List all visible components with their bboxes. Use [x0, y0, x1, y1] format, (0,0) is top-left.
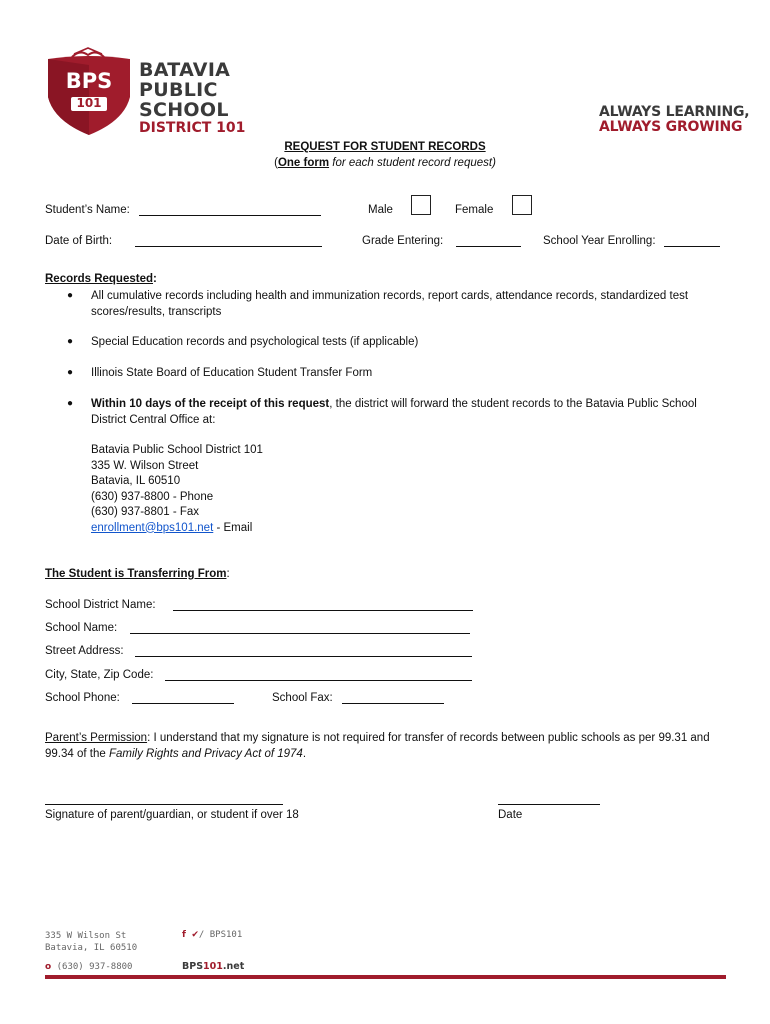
email-link[interactable]: enrollment@bps101.net [91, 521, 214, 534]
footer-rule [45, 975, 726, 979]
grade-label: Grade Entering: [362, 235, 444, 247]
street-address-field[interactable] [135, 656, 472, 657]
transfer-heading-text: The Student is Transferring From [45, 568, 227, 580]
transfer-heading [45, 568, 230, 580]
school-phone-field[interactable] [132, 703, 234, 704]
district-address [91, 443, 263, 536]
female-checkbox[interactable] [512, 195, 532, 215]
social-handle: / BPS101 [198, 930, 243, 940]
bullet-item-1: All cumulative records including health and immunization records, report cards, attendance records, standardized test scores/results, transcripts [91, 290, 689, 318]
permission-text: : I understand that my signature is not required for transfer of records between public schools as per 99.31 and 99.34 of the [45, 732, 710, 760]
female-label: Female [455, 204, 494, 216]
form-title: REQUEST FOR STUDENT RECORDS [284, 141, 486, 153]
school-year-field[interactable] [664, 246, 720, 247]
bullet-dot: ● [67, 398, 74, 409]
logo-name-line1: BATAVIA [139, 59, 231, 81]
bullet-item-4 [91, 397, 731, 428]
logo-name [139, 60, 230, 120]
email-suffix: - Email [213, 521, 253, 534]
address-phone: (630) 937-8800 - Phone [91, 490, 214, 503]
district-logo [44, 45, 134, 137]
dob-label: Date of Birth: [45, 235, 113, 247]
facebook-icon[interactable]: f [182, 930, 186, 940]
footer-address-line1: 335 W Wilson St [45, 931, 127, 941]
city-state-zip-field[interactable] [165, 680, 472, 681]
district-name-field[interactable] [173, 610, 473, 611]
footer-address [45, 930, 137, 954]
address-line2: 335 W. Wilson Street [91, 459, 199, 472]
dob-field[interactable] [135, 246, 322, 247]
bullet-dot: ● [67, 367, 74, 378]
permission-italic: Family Rights and Privacy Act of 1974 [108, 747, 303, 760]
bullet-item-2: Special Education records and psychological tests (if applicable) [91, 336, 419, 348]
logo-district: DISTRICT 101 [139, 120, 246, 136]
student-name-label: Student’s Name: [45, 204, 130, 216]
grade-field[interactable] [456, 246, 521, 247]
school-fax-label: School Fax: [272, 692, 333, 704]
school-phone-label: School Phone: [45, 692, 120, 704]
district-name-label: School District Name: [45, 599, 156, 611]
school-name-field[interactable] [130, 633, 470, 634]
form-subtitle [0, 157, 770, 169]
footer-phone [45, 962, 132, 972]
badge-line1: BPS [65, 69, 113, 93]
date-field[interactable] [498, 804, 600, 805]
parent-permission [45, 731, 735, 762]
date-label: Date [498, 809, 523, 821]
logo-name-line2: PUBLIC [139, 79, 218, 101]
bullet-item-4-bold: Within 10 days of the receipt of this request [91, 398, 330, 410]
address-email [91, 521, 263, 537]
records-heading-text: Records Requested [45, 273, 154, 285]
records-heading [45, 273, 157, 285]
footer-phone-number: (630) 937-8800 [56, 962, 133, 972]
address-line1: Batavia Public School District 101 [91, 444, 263, 456]
footer-address-line2: Batavia, IL 60510 [45, 943, 138, 953]
web-suffix: .net [222, 961, 245, 972]
permission-heading: Parent’s Permission [45, 732, 148, 744]
signature-field[interactable] [45, 804, 283, 805]
signature-label: Signature of parent/guardian, or student if over 18 [45, 809, 299, 821]
bullet-dot: ● [67, 290, 74, 301]
footer-website[interactable] [182, 961, 244, 972]
male-checkbox[interactable] [411, 195, 431, 215]
web-prefix: BPS [182, 961, 204, 972]
logo-name-line3: SCHOOL [139, 99, 229, 121]
school-year-label: School Year Enrolling: [543, 235, 656, 247]
male-label: Male [368, 204, 393, 216]
twitter-icon[interactable]: ✔ [191, 930, 199, 940]
student-name-field[interactable] [139, 215, 321, 216]
street-address-label: Street Address: [45, 645, 124, 657]
address-line3: Batavia, IL 60510 [91, 475, 181, 487]
footer-social [182, 930, 242, 940]
web-accent: 101 [203, 961, 223, 972]
bullet-dot: ● [67, 336, 74, 347]
school-fax-field[interactable] [342, 703, 444, 704]
bullet-item-3: Illinois State Board of Education Student Transfer Form [91, 367, 373, 379]
transfer-heading-colon: : [226, 568, 230, 580]
tagline-line2: ALWAYS GROWING [599, 119, 743, 135]
phone-icon: o [45, 962, 52, 972]
school-name-label: School Name: [45, 622, 118, 634]
subtitle-open: ( [274, 157, 278, 169]
tagline-line1: ALWAYS LEARNING, [599, 104, 750, 120]
badge-line2-text: 101 [76, 96, 102, 110]
permission-end: . [302, 747, 307, 760]
address-fax: (630) 937-8801 - Fax [91, 506, 200, 518]
subtitle-rest: for each student record request) [329, 157, 496, 169]
tagline [599, 105, 749, 135]
records-heading-colon: : [153, 273, 157, 285]
city-state-zip-label: City, State, Zip Code: [45, 669, 154, 681]
subtitle-underlined: One form [277, 157, 330, 169]
bullet-item-4-rest: , the district will forward the student records to the Batavia Public School District Central Office at: [91, 398, 697, 426]
